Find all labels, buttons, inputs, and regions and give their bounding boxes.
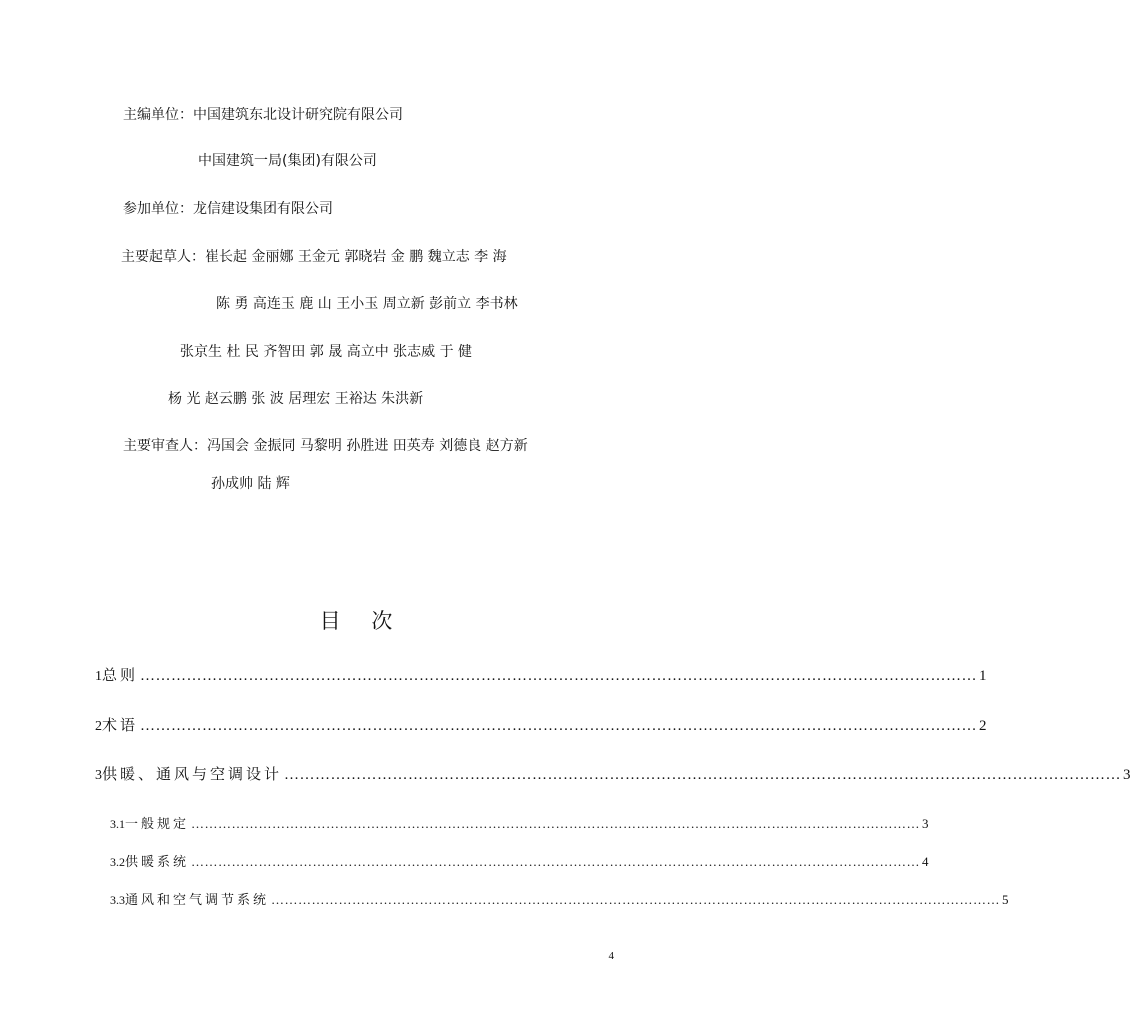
- toc-entry-3[interactable]: [95, 763, 1131, 784]
- drafters-label: 主要起草人：: [121, 249, 205, 265]
- page-number: 4: [608, 950, 614, 962]
- toc-entry-1[interactable]: [95, 664, 987, 685]
- toc-entry-3-1[interactable]: [110, 813, 929, 832]
- toc-entry-title: 通风和空气调节系统: [125, 893, 270, 908]
- toc-leader-dots: ………………………………………………………………………………………………………………………………………………: [140, 668, 978, 684]
- toc-entry-title: 供暖系统: [125, 855, 190, 870]
- toc-entry-page: 3: [1123, 767, 1131, 783]
- toc-entry-title: 一般规定: [125, 817, 190, 832]
- chief-org-2: 中国建筑一局(集团)有限公司: [198, 153, 377, 169]
- drafters-line-1: [121, 248, 507, 266]
- toc-entry-number: 2: [95, 719, 102, 734]
- toc-entry-page: 1: [979, 668, 987, 684]
- toc-entry-number: 3.1: [110, 817, 125, 831]
- chief-editor-line: [123, 106, 403, 124]
- drafters-names-2: 陈 勇 高连玉 鹿 山 王小玉 周立新 彭前立 李书林: [216, 296, 518, 312]
- toc-entry-title: 供暖、通风与空调设计: [102, 765, 283, 783]
- drafters-names-3: 张京生 杜 民 齐智田 郭 晟 高立中 张志威 于 健: [180, 344, 473, 360]
- drafters-names-1: 崔长起 金丽娜 王金元 郭晓岩 金 鹏 魏立志 李 海: [205, 249, 507, 265]
- toc-entry-title: 总则: [102, 666, 139, 684]
- toc-entry-3-2[interactable]: [110, 851, 929, 870]
- chief-org-1: 中国建筑东北设计研究院有限公司: [193, 107, 403, 123]
- toc-title: 目 次: [319, 609, 405, 633]
- participant-org: 龙信建设集团有限公司: [193, 201, 333, 217]
- toc-entry-page: 3: [922, 816, 929, 831]
- toc-entry-page: 5: [1002, 892, 1009, 907]
- toc-entry-3-3[interactable]: [110, 889, 1009, 908]
- reviewers-label: 主要审查人：: [123, 438, 207, 454]
- reviewers-names-1: 冯国会 金振同 马黎明 孙胜进 田英寿 刘德良 赵方新: [207, 438, 528, 454]
- toc-entry-page: 2: [979, 718, 987, 734]
- toc-entry-number: 3: [95, 768, 102, 783]
- reviewers-line-1: [123, 437, 528, 455]
- toc-entry-page: 4: [922, 854, 929, 869]
- participant-label: 参加单位：: [123, 201, 193, 217]
- toc-entry-number: 3.2: [110, 855, 125, 869]
- toc-leader-dots: ………………………………………………………………………………………………………………………………………………: [191, 816, 921, 831]
- toc-leader-dots: ………………………………………………………………………………………………………………………………………………: [284, 767, 1122, 783]
- participant-line: [123, 200, 333, 218]
- toc-entry-number: 1: [95, 669, 102, 684]
- toc-entry-title: 术语: [102, 716, 139, 734]
- toc-entry-number: 3.3: [110, 893, 125, 907]
- toc-entry-2[interactable]: [95, 714, 987, 735]
- toc-leader-dots: ………………………………………………………………………………………………………………………………………………: [191, 854, 921, 869]
- reviewers-names-2: 孙成帅 陆 辉: [211, 476, 290, 492]
- toc-leader-dots: ………………………………………………………………………………………………………………………………………………: [140, 718, 978, 734]
- drafters-names-4: 杨 光 赵云鹏 张 波 居理宏 王裕达 朱洪新: [168, 391, 424, 407]
- chief-label: 主编单位：: [123, 107, 193, 123]
- toc-leader-dots: ………………………………………………………………………………………………………………………………………………: [271, 892, 1001, 907]
